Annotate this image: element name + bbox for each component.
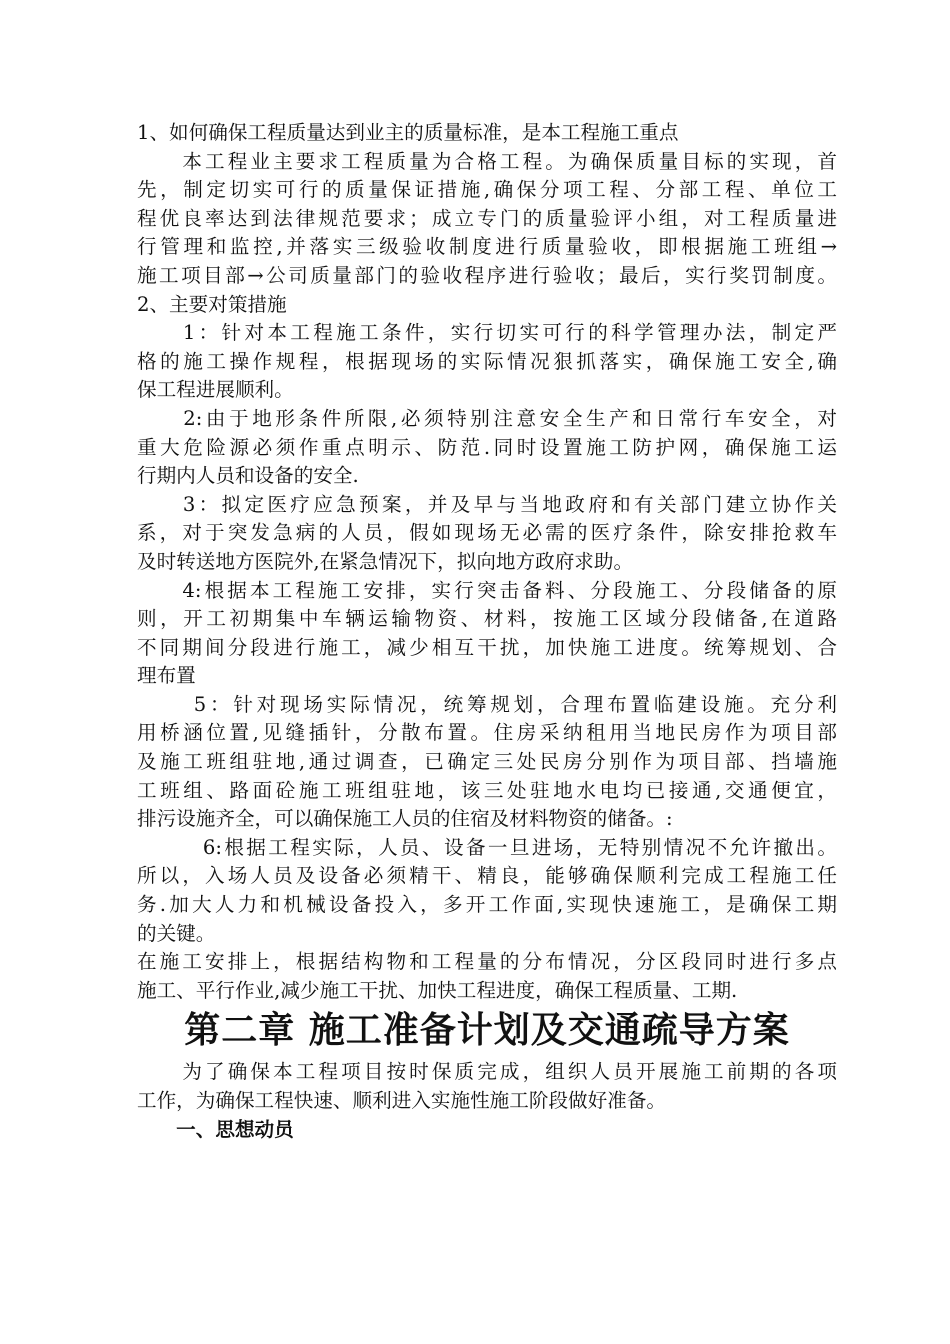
text-line: 排污设施齐全，可以确保施工人员的住宿及材料物资的储备。:: [137, 807, 673, 831]
paragraph-chapter-intro: [137, 1058, 837, 1115]
text-line: 行管理和监控,并落实三级验收制度进行质量验收，即根据施工班组→: [137, 235, 837, 259]
text-line: 及时转送地方医院外,在紧急情况下，拟向地方政府求助。: [137, 549, 634, 573]
paragraph-arrangement: [137, 948, 837, 1005]
measure-1: [137, 319, 837, 405]
document-page: [137, 119, 837, 1144]
text-line: 格的施工操作规程，根据现场的实际情况狠抓落实，确保施工安全,确: [137, 349, 837, 373]
text-line: 2:由于地形条件所限,必须特别注意安全生产和日常行车安全，对: [137, 406, 837, 430]
text-line: 1：针对本工程施工条件，实行切实可行的科学管理办法，制定严: [137, 321, 837, 345]
text-line: 程优良率达到法律规范要求；成立专门的质量验评小组，对工程质量进: [137, 206, 837, 230]
text-line: 理布置: [137, 664, 196, 688]
text-line: 3：拟定医疗应急预案，并及早与当地政府和有关部门建立协作关: [137, 492, 837, 516]
text-line: 6:根据工程实际，人员、设备一旦进场，无特别情况不允许撤出。: [137, 835, 837, 859]
measure-3: [137, 491, 837, 577]
heading-measures: 2、主要对策措施: [137, 292, 287, 316]
measure-2: [137, 405, 837, 491]
measure-6: [137, 834, 837, 948]
text-line: 工班组、路面砼施工班组驻地，该三处驻地水电均已接通,交通便宜，: [137, 778, 837, 802]
chapter-title: 第二章 施工准备计划及交通疏导方案: [184, 1010, 790, 1052]
text-line: 施工、平行作业,减少施工干扰、加快工程进度，确保工程质量、工期.: [137, 978, 738, 1002]
section-heading: 一、思想动员: [137, 1117, 294, 1141]
text-line: 用桥涵位置,见缝插针，分散布置。住房采纳租用当地民房作为项目部: [137, 721, 837, 745]
text-line: 5：针对现场实际情况，统筹规划，合理布置临建设施。充分利: [137, 692, 837, 716]
text-line: 重大危险源必须作重点明示、防范.同时设置施工防护网，确保施工运: [137, 435, 837, 459]
text-line: 为了确保本工程项目按时保质完成，组织人员开展施工前期的各项: [137, 1060, 837, 1084]
text-line: 的关键。: [137, 921, 216, 945]
heading-quality: 1、如何确保工程质量达到业主的质量标准，是本工程施工重点: [137, 121, 679, 144]
text-line: 4:根据本工程施工安排，实行突击备料、分段施工、分段储备的原: [137, 578, 837, 602]
text-line: 本工程业主要求工程质量为合格工程。为确保质量目标的实现，首: [137, 149, 837, 173]
text-line: 系，对于突发急病的人员，假如现场无必需的医疗条件，除安排抢救车: [137, 521, 837, 545]
text-line: 所以，入场人员及设备必须精干、精良，能够确保顺利完成工程施工任: [137, 864, 837, 888]
measure-4: [137, 577, 837, 691]
text-line: 施工项目部→公司质量部门的验收程序进行验收；最后，实行奖罚制度。: [137, 263, 837, 287]
text-line: 及施工班组驻地,通过调查，已确定三处民房分别作为项目部、挡墙施: [137, 750, 837, 774]
paragraph-quality: [137, 148, 837, 291]
text-line: 则，开工初期集中车辆运输物资、材料，按施工区域分段储备,在道路: [137, 607, 837, 631]
text-line: 保工程进展顺利。: [137, 378, 294, 402]
measure-5: [137, 691, 837, 834]
text-line: 在施工安排上，根据结构物和工程量的分布情况，分区段同时进行多点: [137, 950, 837, 974]
text-line: 不同期间分段进行施工，减少相互干扰，加快施工进度。统筹规划、合: [137, 635, 837, 659]
text-line: 先，制定切实可行的质量保证措施,确保分项工程、分部工程、单位工: [137, 178, 837, 202]
text-line: 工作，为确保工程快速、顺利进入实施性施工阶段做好准备。: [137, 1089, 667, 1112]
text-line: 行期内人员和设备的安全.: [137, 464, 359, 488]
text-line: 务.加大人力和机械设备投入，多开工作面,实现快速施工，是确保工期: [137, 893, 837, 917]
